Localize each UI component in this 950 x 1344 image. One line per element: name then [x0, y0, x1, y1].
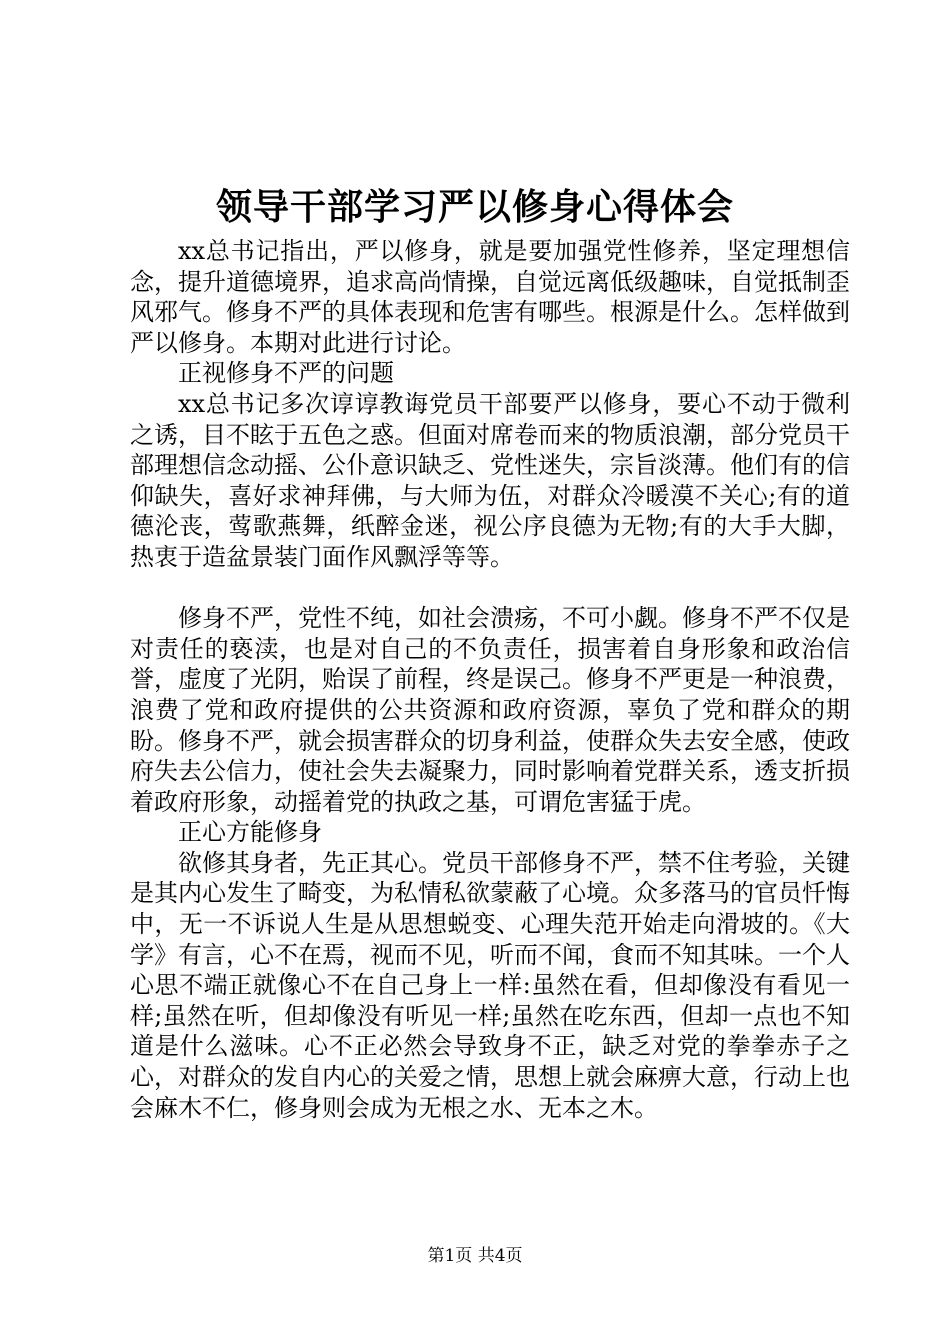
section-heading-problem: 正视修身不严的问题	[178, 359, 394, 388]
paragraph-mind: 欲修其身者，先正其心。党员干部修身不严，禁不住考验，关键是其内心发生了畸变，为私情私欲蒙蔽了心境。众多落马的官员忏悔中，无一不诉说人生是从思想蜕变、心理失范开始走向滑坡的。《大学》有言，心不在焉，视而不见，听而不闻，食而不知其味。一个人心思不端正就像心不在自己身上一样:虽然在看，但却像没有看见一样;虽然在听，但却像没有听见一样;虽然在吃东西，但却一点也不知道是什么滋味。心不正必然会导致身不正，缺乏对党的拳拳赤子之心，对群众的发自内心的关爱之情，思想上就会麻痹大意，行动上也会麻木不仁，修身则会成为无根之水、无本之木。	[130, 848, 850, 1122]
document-body	[130, 236, 850, 1123]
paragraph-problem: xx总书记多次谆谆教诲党员干部要严以修身，要心不动于微利之诱，目不眩于五色之惑。但面对席卷而来的物质浪潮，部分党员干部理想信念动摇、公仆意识缺乏、党性迷失，宗旨淡薄。他们有的信仰缺失，喜好求神拜佛，与大师为伍，对群众冷暖漠不关心;有的道德沦丧，莺歌燕舞，纸醉金迷，视公序良德为无物;有的大手大脚，热衷于造盆景装门面作风飘浮等等。	[130, 389, 850, 571]
paragraph-harm: 修身不严，党性不纯，如社会溃疡，不可小觑。修身不严不仅是对责任的亵渎，也是对自己的不负责任，损害着自身形象和政治信誉，虚度了光阴，贻误了前程，终是误己。修身不严更是一种浪费，浪费了党和政府提供的公共资源和政府资源，辜负了党和群众的期盼。修身不严，就会损害群众的切身利益，使群众失去安全感，使政府失去公信力，使社会失去凝聚力，同时影响着党群关系，透支折损着政府形象，动摇着党的执政之基，可谓危害猛于虎。	[130, 604, 850, 816]
page-footer: 第1页 共4页	[427, 1246, 523, 1266]
section-heading-mind: 正心方能修身	[178, 818, 322, 847]
paragraph-intro: xx总书记指出，严以修身，就是要加强党性修养，坚定理想信念，提升道德境界，追求高尚情操，自觉远离低级趣味，自觉抵制歪风邪气。修身不严的具体表现和危害有哪些。根源是什么。怎样做到严以修身。本期对此进行讨论。	[130, 237, 850, 357]
document-title: 领导干部学习严以修身心得体会	[215, 186, 734, 228]
